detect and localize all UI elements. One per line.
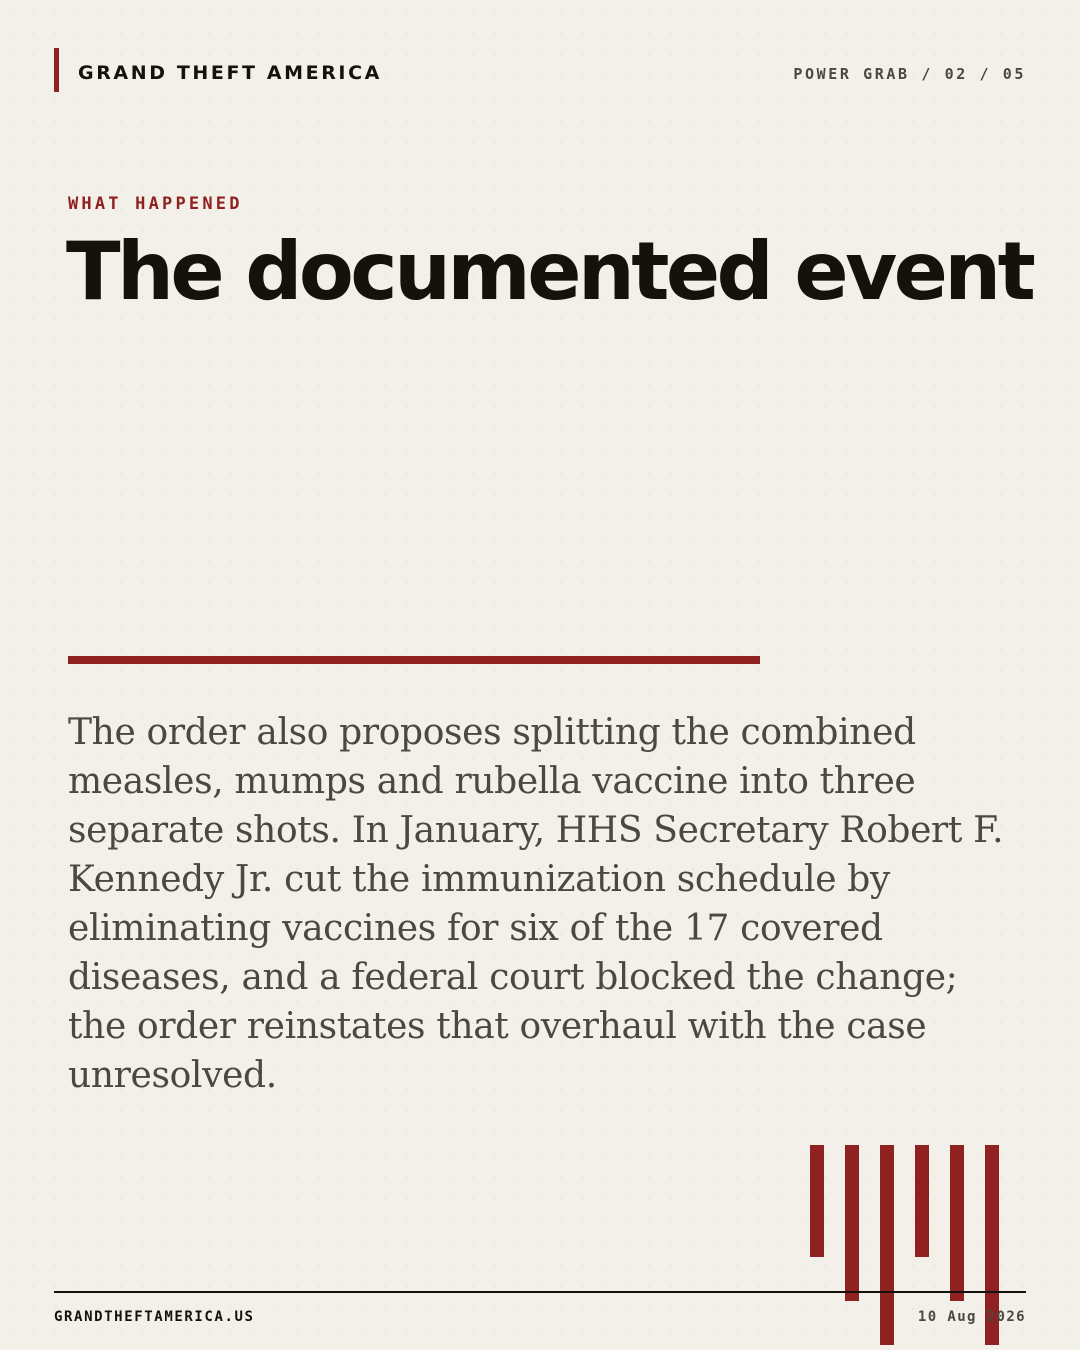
page-title: The documented event — [66, 225, 1033, 318]
footer-divider — [54, 1291, 1026, 1293]
decorative-bar — [880, 1145, 894, 1345]
accent-divider — [68, 656, 760, 664]
decorative-bar — [915, 1145, 929, 1257]
publish-date: 10 Aug 2026 — [917, 1309, 1026, 1325]
decorative-bar — [845, 1145, 859, 1301]
site-url: GRANDTHEFTAMERICA.US — [54, 1309, 255, 1325]
body-paragraph: The order also proposes splitting the combined measles, mumps and rubella vaccine into three separate shots. In January, HHS Secretary Robert F. Kennedy Jr. cut the immunization schedule by eliminating vaccines for six of the 17 covered diseases, and a federal court blocked the change; the order reinstates that overhaul with the case unresolved. — [68, 712, 1004, 1096]
section-kicker: WHAT HAPPENED — [68, 194, 243, 214]
brand-name: GRAND THEFT AMERICA — [78, 62, 382, 84]
decorative-bar — [810, 1145, 824, 1257]
brand-accent-bar — [54, 48, 59, 92]
decorative-bar — [950, 1145, 964, 1301]
series-indicator: POWER GRAB / 02 / 05 — [793, 65, 1026, 83]
